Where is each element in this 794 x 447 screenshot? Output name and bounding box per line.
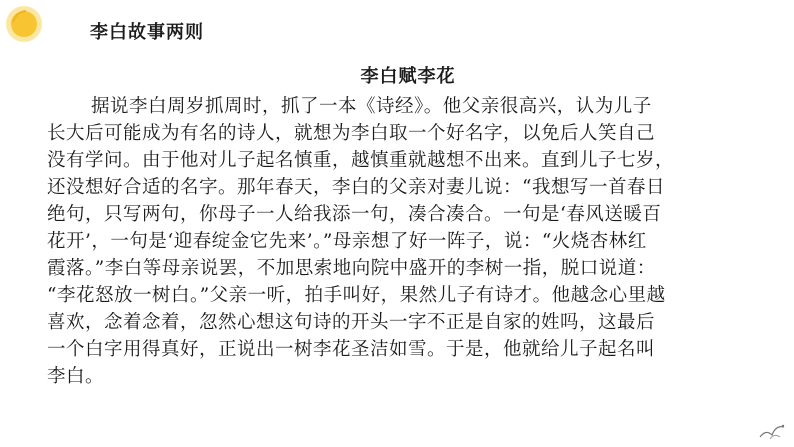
story-line: 霞落。”李白等母亲说罢，不加思索地向院中盛开的李树一指，脱口说道： — [47, 258, 656, 279]
story-line: 长大后可能成为有名的诗人，就想为李白取一个好名字，以免后人笑自己 — [47, 123, 656, 144]
bird-sketch-icon — [756, 417, 790, 443]
story-title: 李白赋李花 — [360, 66, 456, 87]
story-line: 李白。 — [47, 366, 105, 387]
story-line: “李花怒放一树白。”父亲一听，拍手叫好，果然儿子有诗才。他越念心里越 — [47, 285, 666, 306]
sun-icon — [4, 2, 48, 46]
story-line: 还没想好合适的名字。那年春天，李白的父亲对妻儿说：“我想写一首春日 — [47, 177, 665, 198]
story-line: 绝句，只写两句，你母子一人给我添一句，凑合凑合。一句是‘春风送暖百 — [47, 204, 662, 225]
story-line: 一个白字用得真好，正说出一树李花圣洁如雪。于是，他就给儿子起名叫 — [47, 339, 656, 360]
header-title: 李白故事两则 — [90, 22, 204, 43]
story-line: 喜欢，念着念着，忽然心想这句诗的开头一字不正是自家的姓吗，这最后 — [47, 312, 656, 333]
story-line: 据说李白周岁抓周时，抓了一本《诗经》。他父亲很高兴，认为儿子 — [91, 96, 652, 117]
story-line: 没有学问。由于他对儿子起名慎重，越慎重就越想不出来。直到儿子七岁， — [47, 150, 675, 171]
story-line: 花开’，一句是‘迎春绽金它先来’。”母亲想了好一阵子，说：“火烧杏林红 — [47, 231, 647, 252]
